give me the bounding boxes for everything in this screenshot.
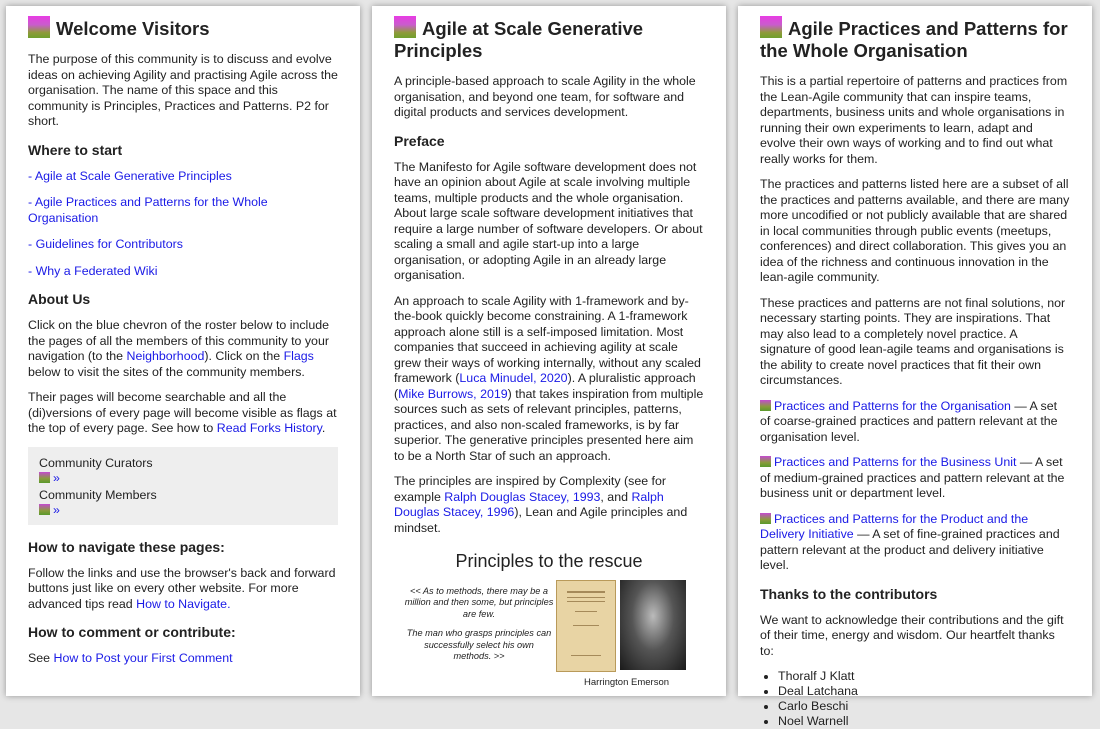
page-title (28, 16, 338, 40)
text: below to visit the sites of the community members. (28, 364, 305, 379)
thanks-heading: Thanks to the contributors (760, 585, 938, 602)
preface-paragraph-1: The Manifesto for Agile software development does not have an opinion about Agile at scale involving multiple teams, multiple products and the whole organisation. About large scale software development initiatives that require a large number of software developers. Or about scaling a small and agile start-up into a large organisation, or adopting Agile in an already large organisation. (394, 159, 703, 282)
paragraph-1: This is a partial repertoire of patterns and practices from the Lean-Agile community that can inspire teams, departments, business units and whole organisations in running their own experiments to learn, adapt and evolve their own ways of working and to find out what really works for them. (760, 74, 1068, 166)
link-first-comment[interactable]: How to Post your First Comment (53, 651, 233, 665)
link-flags[interactable]: Flags (283, 349, 314, 363)
page-welcome-visitors (6, 6, 360, 696)
member-flag-icon[interactable] (39, 504, 50, 515)
text: The principles are inspired by Complexity (see for example (394, 474, 667, 504)
roster-members-label: Community Members (39, 487, 157, 502)
rescue-figure (394, 580, 704, 700)
link-how-to-navigate[interactable]: How to Navigate. (136, 596, 231, 611)
paragraph-2: The practices and patterns listed here are a subset of all the practices and patterns available, and there are many more uncodified or not publicly available that are shared in local communities through public events (meetups, conferences) and direct collaboration. This gives you an idea of the richness and continuous innovation in the lean-agile community. (760, 177, 1070, 284)
preface-paragraph-2 (394, 294, 704, 465)
page-agile-at-scale (372, 6, 726, 696)
page-title (394, 16, 704, 62)
site-flag-icon[interactable] (394, 16, 416, 38)
link-guidelines[interactable]: - Guidelines for Contributors (28, 237, 183, 251)
link-product-delivery-practices[interactable]: Practices and Patterns for the Product and the Delivery Initiative (760, 511, 1029, 541)
comment-paragraph (28, 651, 338, 667)
intro-paragraph: A principle-based approach to scale Agility in the whole organisation, and beyond one team, for software and digital products and services development. (394, 74, 696, 119)
reference-flag-icon[interactable] (760, 513, 771, 524)
thanks-paragraph: We want to acknowledge their contributions and the gift of their time, energy and wisdom. Our heartfelt thanks to: (760, 612, 1064, 658)
page-title-text: Agile Practices and Patterns for the Whole Organisation (760, 18, 1068, 61)
quote-part-1: << As to methods, there may be a million and then some, but principles are few. (404, 585, 554, 619)
curator-flag-icon[interactable] (39, 472, 50, 483)
text: — A set of coarse-grained practices and pattern relevant at the organisation level. (760, 398, 1058, 444)
link-stacey-1996[interactable]: Ralph Douglas Stacey, 1996 (394, 489, 664, 519)
list-item: • Noel Warnell (778, 714, 1070, 729)
text: Click on the blue chevron of the roster below to include the pages of all the members of this community to your navigation (to the (28, 318, 329, 363)
preface-paragraph-3 (394, 474, 704, 536)
text: — A set of medium-grained practices and pattern relevant at the business unit or department level. (760, 455, 1065, 500)
text: ), Lean and Agile principles and mindset. (394, 505, 688, 535)
text: — A set of fine-grained practices and pattern relevant at the product and delivery initiative level. (760, 527, 1060, 572)
text: , and (600, 489, 632, 504)
preface-heading: Preface (394, 132, 445, 149)
reference-product-delivery (760, 512, 1070, 574)
text: Follow the links and use the browser's back and forward buttons just like on every other website. For more advanced tips read (28, 565, 336, 611)
comment-heading: How to comment or contribute: (28, 624, 236, 640)
link-luca-minudel[interactable]: Luca Minudel, 2020 (459, 371, 568, 385)
roster (28, 447, 338, 525)
members-chevron[interactable]: » (53, 502, 60, 517)
site-flag-icon[interactable] (28, 16, 50, 38)
link-neighborhood[interactable]: Neighborhood (126, 349, 205, 363)
reference-flag-icon[interactable] (760, 400, 771, 411)
link-federated-wiki[interactable]: - Why a Federated Wiki (28, 263, 158, 278)
link-stacey-1993[interactable]: Ralph Douglas Stacey, 1993 (444, 489, 601, 504)
text: . (321, 421, 326, 435)
link-business-unit-practices[interactable]: Practices and Patterns for the Business Unit (774, 455, 1017, 469)
text: Their pages will become searchable and all the (di)versions of every page will become visible as flags at the top of every page. See how to (28, 390, 337, 435)
reference-organisation (760, 399, 1070, 446)
link-agile-at-scale[interactable]: - Agile at Scale Generative Principles (28, 168, 232, 183)
list-item: • Carlo Beschi (778, 699, 1070, 714)
where-to-start-heading: Where to start (28, 141, 123, 158)
text: ). A pluralistic approach ( (394, 371, 696, 401)
page-title (760, 16, 1070, 62)
text: See (28, 651, 54, 665)
portrait-caption: Harrington Emerson (584, 676, 670, 688)
text: ). Click on the (204, 349, 284, 363)
page-title-text: Welcome Visitors (56, 18, 210, 39)
navigate-paragraph (28, 566, 338, 613)
page-agile-practices (738, 6, 1092, 728)
paragraph-3: These practices and patterns are not final solutions, nor necessary starting points. They are inspirations. That may also lead to a completely novel practice. A signature of good lean-agile teams and organisations is the ability to create novel practices that fit their own circumstances. (760, 295, 1066, 387)
portrait-image (620, 580, 686, 670)
intro-paragraph: The purpose of this community is to discuss and evolve ideas on achieving Agility and practising Agile across the organisation. The name of this space and this community is Principles, Practices and Patterns. P2 for short. (28, 52, 338, 128)
list-item: • Deal Latchana (778, 684, 1070, 699)
about-paragraph-1 (28, 318, 338, 380)
curators-chevron[interactable]: » (53, 470, 60, 485)
reference-business-unit (760, 455, 1070, 502)
reference-flag-icon[interactable] (760, 456, 771, 467)
roster-curators-label: Community Curators (39, 455, 153, 470)
about-paragraph-2 (28, 390, 338, 437)
navigate-heading: How to navigate these pages: (28, 538, 225, 555)
rescue-title: Principles to the rescue (455, 551, 643, 571)
quote-part-2: The man who grasps principles can successfully select his own methods. >> (406, 628, 552, 661)
book-cover-image (556, 580, 616, 672)
emerson-quote (404, 586, 554, 663)
text: An approach to scale Agility with 1-framework and by-the-book quickly become constraining. A 1-framework approach alone still is a self-imposed limitation. Most companies that succeed in achieving agility at scale grew their ways of working internally, without any scaled framework ( (394, 293, 701, 385)
list-item: • Thoralf J Klatt (778, 669, 1070, 684)
text: ) that takes inspiration from multiple sources such as sets of relevant principles, patterns, practices, and also non-scaled frameworks, is by far superior. The generative principles presented here aim to be a North Star of such an approach. (394, 386, 704, 463)
page-title-text: Agile at Scale Generative Principles (394, 18, 644, 61)
link-agile-practices[interactable]: - Agile Practices and Patterns for the Whole Organisation (28, 195, 268, 225)
about-us-heading: About Us (28, 291, 91, 307)
link-organisation-practices[interactable]: Practices and Patterns for the Organisation (774, 398, 1011, 413)
link-read-forks-history[interactable]: Read Forks History (216, 421, 322, 435)
contributors-list (760, 669, 1070, 729)
link-mike-burrows[interactable]: Mike Burrows, 2019 (398, 386, 508, 401)
site-flag-icon[interactable] (760, 16, 782, 38)
